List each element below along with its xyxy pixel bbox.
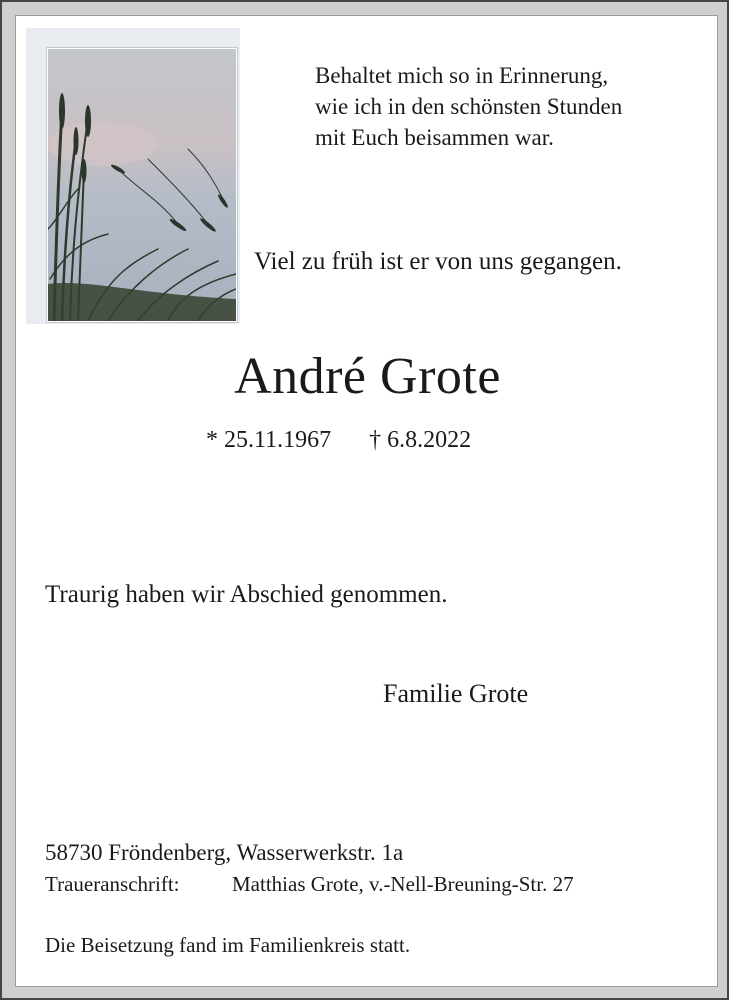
- life-dates: [206, 425, 471, 455]
- frame-band: [2, 2, 727, 998]
- contact-value: Matthias Grote, v.-Nell-Breuning-Str. 27: [232, 872, 574, 896]
- memorial-verse: Behaltet mich so in Erinnerung, wie ich in den schönsten Stunden mit Euch beisammen war.: [315, 63, 623, 150]
- photo-mat: [26, 28, 240, 324]
- obituary-card: [15, 15, 718, 987]
- birth-date: * 25.11.1967: [206, 427, 332, 453]
- deceased-name: André Grote: [234, 348, 501, 405]
- mourning-contact: [45, 870, 574, 898]
- contact-label: Traueranschrift:: [45, 872, 180, 896]
- farewell-text: Traurig haben wir Abschied genommen.: [45, 581, 448, 608]
- death-date: † 6.8.2022: [369, 427, 472, 453]
- passing-statement: Viel zu früh ist er von uns gegangen.: [254, 248, 622, 275]
- family-signature: Familie Grote: [383, 679, 529, 708]
- burial-note: Die Beisetzung fand im Familienkreis statt.: [45, 933, 411, 957]
- family-address: 58730 Fröndenberg, Wasserwerkstr. 1a: [45, 840, 404, 865]
- reeds-photo-icon: [47, 48, 237, 322]
